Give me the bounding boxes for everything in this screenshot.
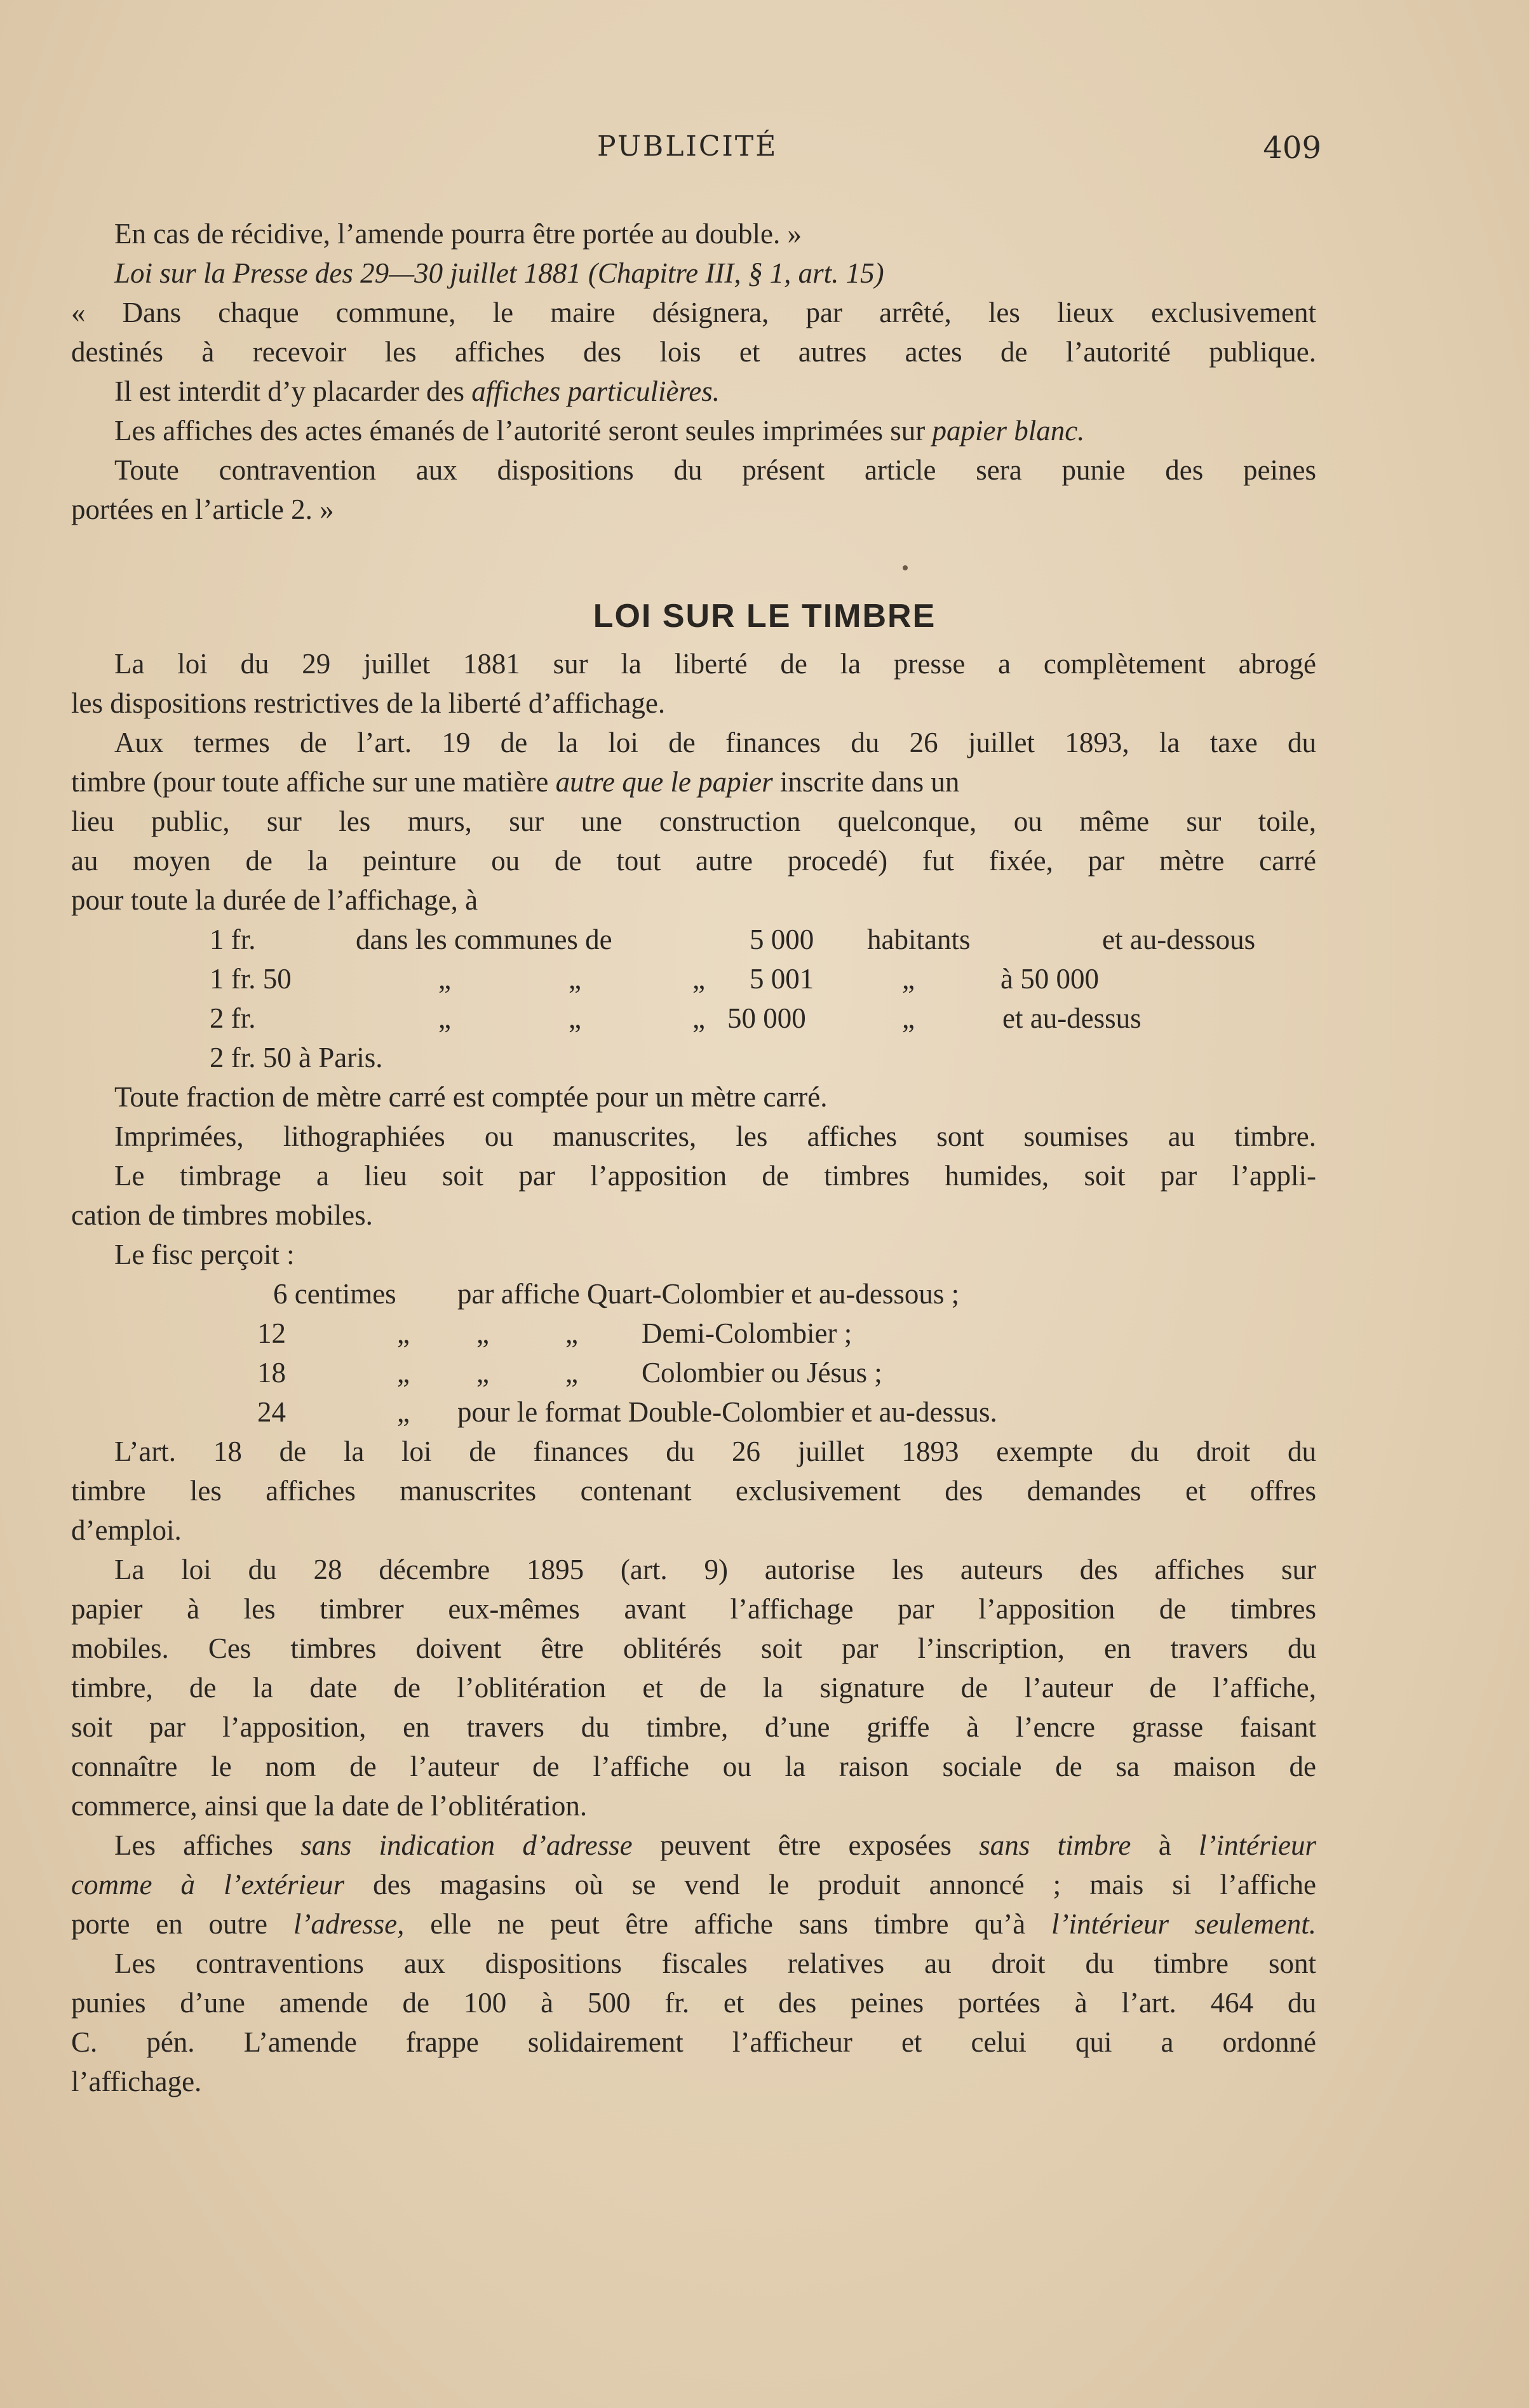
running-header: [114, 130, 1321, 175]
text-line: les dispositions restrictives de la liberté d’affichage.: [71, 687, 666, 719]
ditto-mark: „: [397, 1317, 410, 1349]
text-line: [114, 254, 884, 292]
italic-span: l’intérieur: [1199, 1829, 1316, 1861]
italic-span: l’intérieur seulement.: [1051, 1908, 1316, 1940]
rate-range: à 50 000: [1000, 963, 1099, 995]
text-line: Les contraventions aux dispositions fiscales relatives au droit du timbre sont: [114, 1947, 1316, 1979]
rate-amount: 1 fr. 50: [210, 963, 292, 995]
text-span: des magasins où se vend le produit annoncé ; mais si l’affiche: [344, 1869, 1316, 1900]
italic-span: autre que le papier: [555, 766, 773, 798]
stamp-text: Demi-Colombier ;: [642, 1317, 852, 1349]
ditto-mark: „: [692, 963, 705, 995]
ditto-mark: „: [569, 1002, 581, 1034]
ditto-mark: „: [397, 1357, 410, 1389]
rate-population: 50 000: [727, 1002, 806, 1034]
ditto-mark: „: [438, 963, 451, 995]
text-line: [114, 1826, 1316, 1864]
ditto-mark: „: [569, 963, 581, 995]
rate-range: et au-dessous: [1102, 924, 1256, 955]
ditto-mark: „: [438, 1002, 451, 1034]
text-line: La loi du 29 juillet 1881 sur la liberté de la presse a complètement abrogé: [114, 648, 1316, 680]
ditto-mark: „: [476, 1357, 489, 1389]
text-line: [71, 1866, 1316, 1904]
text-line: Aux termes de l’art. 19 de la loi de finances du 26 juillet 1893, la taxe du: [114, 727, 1316, 758]
text-span: à: [1131, 1829, 1199, 1861]
text-line: timbre les affiches manuscrites contenant exclusivement des demandes et offres: [71, 1475, 1316, 1507]
text-line: punies d’une amende de 100 à 500 fr. et des peines portées à l’art. 464 du: [71, 1987, 1316, 2019]
italic-span: sans indication d’adresse: [300, 1829, 633, 1861]
italic-span: comme à l’extérieur: [71, 1869, 345, 1900]
text-line: l’affichage.: [71, 2066, 202, 2097]
ditto-mark: „: [397, 1396, 410, 1428]
rate-amount: 2 fr.: [210, 1002, 256, 1034]
text-line: destinés à recevoir les affiches des lois et autres actes de l’autorité publique.: [71, 336, 1316, 368]
text-line: au moyen de la peinture ou de tout autre procedé) fut fixée, par mètre carré: [71, 845, 1316, 877]
italic-span: papier blanc.: [932, 415, 1085, 447]
ditto-mark: „: [565, 1317, 578, 1349]
ditto-mark: „: [902, 1002, 915, 1034]
italic-span: l’adresse,: [293, 1908, 405, 1940]
text-line: Le timbrage a lieu soit par l’apposition de timbres humides, soit par l’appli-: [114, 1160, 1316, 1192]
running-title: PUBLICITÉ: [597, 130, 778, 163]
stamp-amount: 6 centimes: [273, 1278, 396, 1310]
text-line: mobiles. Ces timbres doivent être oblitérés soit par l’inscription, en travers du: [71, 1632, 1316, 1664]
ornament-dot: [903, 565, 908, 570]
rate-amount: 1 fr.: [210, 924, 256, 955]
rate-hab: habitants: [867, 924, 971, 955]
text-span: inscrite dans un: [772, 766, 960, 798]
text-line: [71, 763, 1316, 801]
text-span: porte en outre: [71, 1908, 293, 1940]
ditto-mark: „: [565, 1357, 578, 1389]
text-line: papier à les timbrer eux-mêmes avant l’affichage par l’apposition de timbres: [71, 1593, 1316, 1625]
text-line: Le fisc perçoit :: [114, 1239, 295, 1270]
text-line: timbre, de la date de l’oblitération et de la signature de l’auteur de l’affiche,: [71, 1672, 1316, 1704]
section-heading: LOI SUR LE TIMBRE: [593, 598, 936, 635]
page-number: 409: [1263, 130, 1321, 166]
ditto-mark: „: [902, 963, 915, 995]
text-line: lieu public, sur les murs, sur une construction quelconque, ou même sur toile,: [71, 805, 1316, 837]
text-line: Toute contravention aux dispositions du présent article sera punie des peines: [114, 454, 1316, 486]
text-line: d’emploi.: [71, 1514, 182, 1546]
rate-text: dans les communes de: [356, 924, 612, 955]
stamp-amount: 12: [257, 1317, 286, 1349]
ditto-mark: „: [476, 1317, 489, 1349]
text-line: « Dans chaque commune, le maire désignera, par arrêté, les lieux exclusivement: [71, 297, 1316, 328]
text-line: C. pén. L’amende frappe solidairement l’afficheur et celui qui a ordonné: [71, 2026, 1316, 2058]
text-line: cation de timbres mobiles.: [71, 1199, 373, 1231]
text-line: La loi du 28 décembre 1895 (art. 9) autorise les auteurs des affiches sur: [114, 1554, 1316, 1585]
text-line: [114, 372, 720, 410]
rate-range: et au-dessus: [1002, 1002, 1142, 1034]
text-line: portées en l’article 2. »: [71, 494, 334, 525]
stamp-text: Colombier ou Jésus ;: [642, 1357, 882, 1389]
stamp-amount: 24: [257, 1396, 286, 1428]
citation: Loi sur la Presse des 29—30 juillet 1881 (Chapitre III, § 1, art. 15): [114, 257, 884, 289]
italic-span: sans timbre: [979, 1829, 1131, 1861]
text-span: Les affiches des actes émanés de l’autorité seront seules imprimées sur: [114, 415, 933, 447]
text-line: [71, 1905, 1316, 1943]
stamp-amount: 18: [257, 1357, 286, 1389]
text-line: connaître le nom de l’auteur de l’affiche ou la raison sociale de sa maison de: [71, 1751, 1316, 1782]
text-line: En cas de récidive, l’amende pourra être portée au double. »: [114, 218, 802, 250]
text-line: [114, 412, 1084, 450]
rate-amount: 2 fr. 50 à Paris.: [210, 1042, 383, 1073]
stamp-text: pour le format Double-Colombier et au-dessus.: [457, 1396, 997, 1428]
text-line: commerce, ainsi que la date de l’oblitération.: [71, 1790, 588, 1822]
stamp-text: par affiche Quart-Colombier et au-dessous ;: [457, 1278, 960, 1310]
text-span: elle ne peut être affiche sans timbre qu’à: [404, 1908, 1052, 1940]
text-line: L’art. 18 de la loi de finances du 26 juillet 1893 exempte du droit du: [114, 1436, 1316, 1467]
rate-population: 5 000: [750, 924, 814, 955]
text-line: Imprimées, lithographiées ou manuscrites, les affiches sont soumises au timbre.: [114, 1120, 1316, 1152]
italic-span: affiches particulières.: [471, 375, 720, 407]
text-line: pour toute la durée de l’affichage, à: [71, 884, 478, 916]
text-span: peuvent être exposées: [632, 1829, 980, 1861]
text-span: Les affiches: [114, 1829, 301, 1861]
text-line: soit par l’apposition, en travers du timbre, d’une griffe à l’encre grasse faisant: [71, 1711, 1316, 1743]
text-span: Il est interdit d’y placarder des: [114, 375, 472, 407]
ditto-mark: „: [692, 1002, 705, 1034]
text-line: Toute fraction de mètre carré est comptée pour un mètre carré.: [114, 1081, 828, 1113]
text-span: timbre (pour toute affiche sur une matière: [71, 766, 556, 798]
rate-population: 5 001: [750, 963, 814, 995]
